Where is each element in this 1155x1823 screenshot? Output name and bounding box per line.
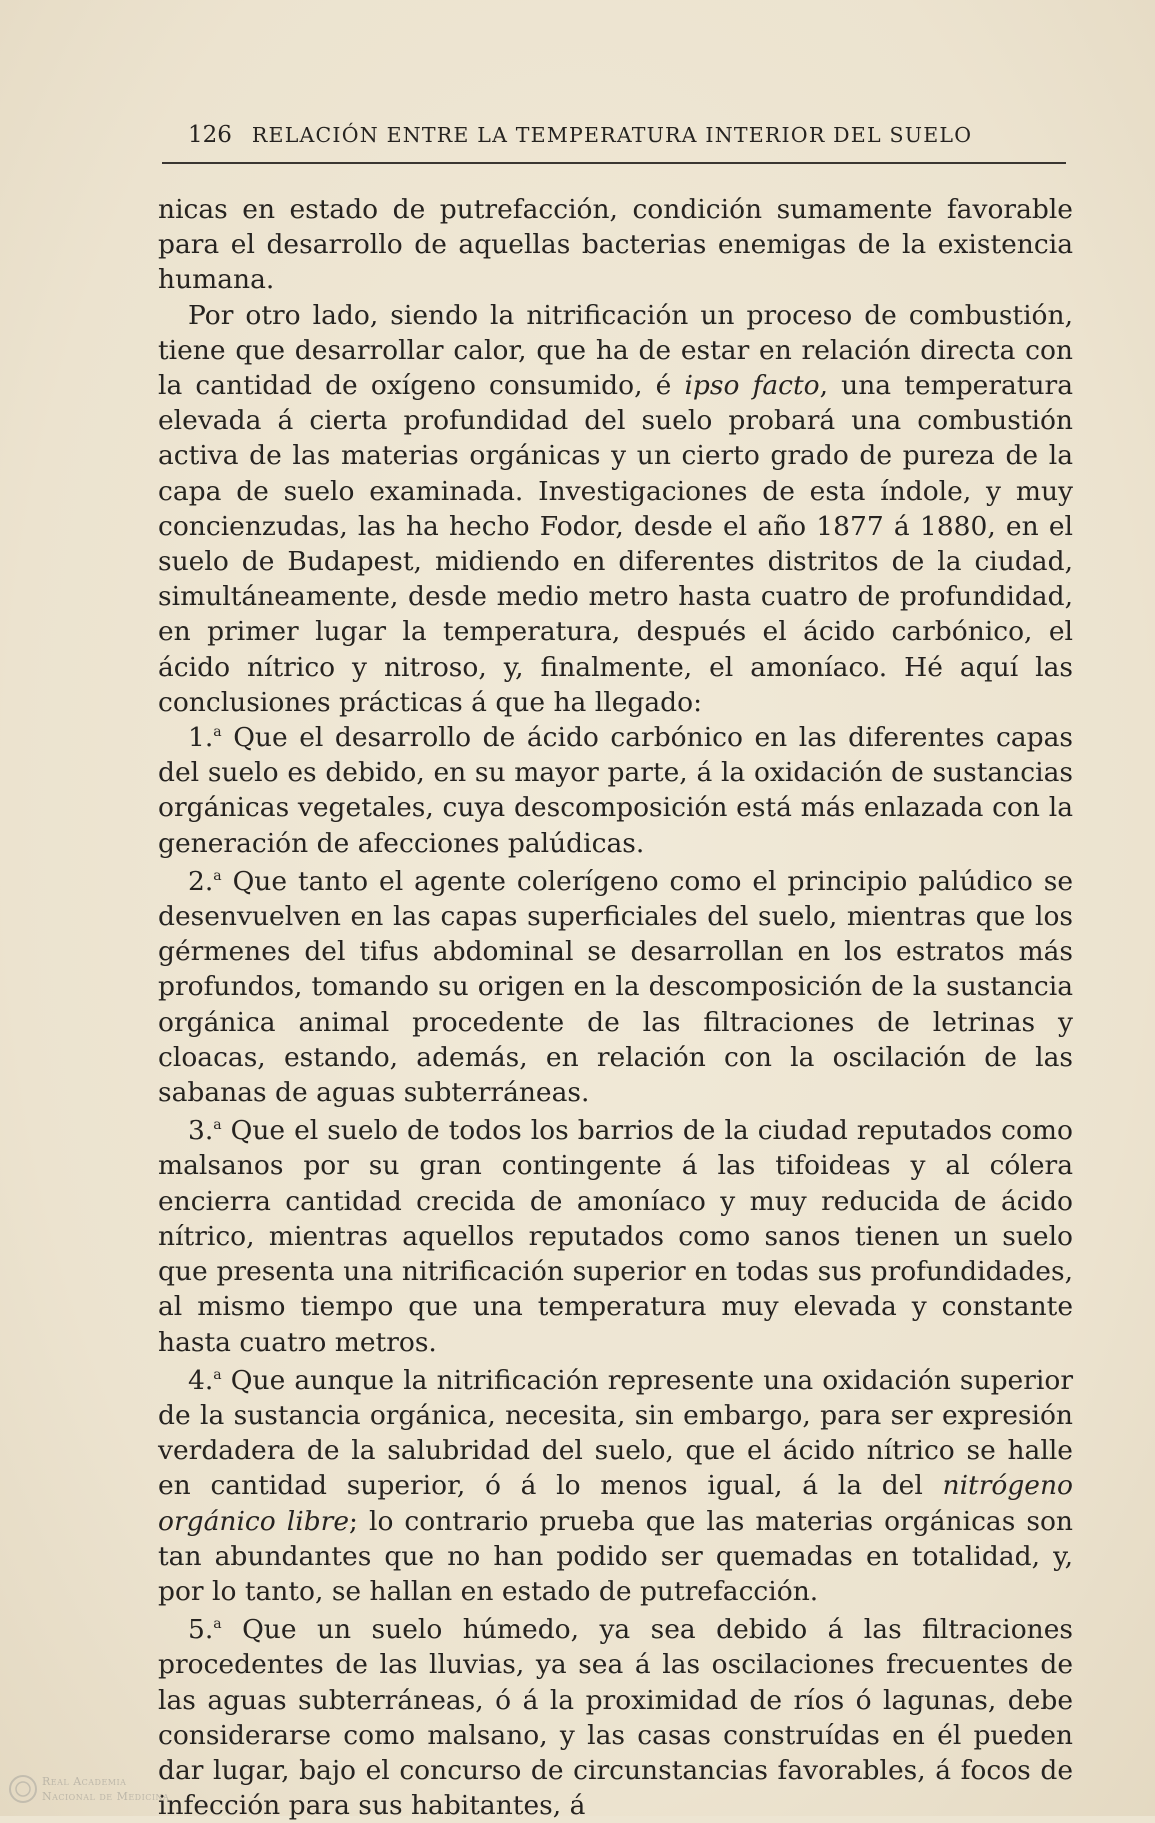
conclusion-text: Que el suelo de todos los barrios de la ciudad reputados como malsanos por su gran contingente á las tifoideas y al cólera encierra cantidad crecida de amoníaco y muy reducida de ácido nítrico, mientras aquellos reputados como sanos tienen un suelo que presenta una nitrificación superior en todas sus profundidades, al mismo tiempo que una temperatura muy elevada y constante hasta cuatro metros. — [158, 1115, 1073, 1358]
watermark-line-2: Nacional de Medicina — [42, 1790, 170, 1803]
italic-phrase: ipso facto — [684, 370, 820, 402]
conclusion-text: Que aunque la nitrificación represente una oxidación superior de la sustancia orgánica, necesita, sin embargo, para ser expresión verdadera de la salubridad del suelo, que el ácido nítrico se halle en cantidad superior, ó á lo menos igual, á la del — [158, 1364, 1073, 1502]
conclusion-2 — [158, 864, 1073, 1110]
seal-icon — [8, 1774, 38, 1804]
conclusion-5 — [158, 1612, 1073, 1823]
paragraph-text: Por otro lado, siendo la nitrificación un proceso de combustión, tiene que desarrollar calor, que ha de estar en relación directa con la cantidad de oxígeno consumido, é — [158, 299, 1073, 402]
conclusion-text: ; lo contrario prueba que las materias orgánicas son tan abundantes que no han podido ser quemadas en totalidad, y, por lo tanto, se hallan en estado de putrefacción. — [158, 1505, 1073, 1607]
conclusion-number: 4.$^a$ — [188, 1364, 222, 1396]
conclusion-number: 2.$^a$ — [188, 865, 222, 897]
body-text — [158, 192, 1073, 1823]
conclusion-1 — [158, 720, 1073, 861]
paragraph-nitrification — [158, 298, 1073, 720]
page-number: 126 — [188, 122, 232, 148]
header-rule — [162, 162, 1066, 164]
watermark-text — [42, 1774, 169, 1804]
library-watermark — [8, 1770, 238, 1810]
running-title: RELACIÓN ENTRE LA TEMPERATURA INTERIOR DEL SUELO — [251, 123, 973, 147]
paragraph-continuation: nicas en estado de putrefacción, condición sumamente favorable para el desarrollo de aquellas bacterias enemigas de la existencia humana. — [158, 194, 1073, 296]
paragraph-text: , una temperatura elevada á cierta profundidad del suelo probará una combustión activa de las materias orgánicas y un cierto grado de pureza de la capa de suelo examinada. Investigaciones de esta índole, y muy concienzudas, las ha hecho Fodor, desde el año 1877 á 1880, en el suelo de Budapest, midiendo en diferentes distritos de la ciudad, simultáneamente, desde medio metro hasta cuatro de profundidad, en primer lugar la temperatura, después el ácido carbónico, el ácido nítrico y nitroso, y, finalmente, el amoníaco. Hé aquí las conclusiones prácticas á que ha llegado: — [158, 370, 1073, 718]
italic-phrase: nitrógeno orgánico libre — [158, 1470, 1073, 1537]
running-header — [188, 122, 1068, 148]
conclusion-4 — [158, 1363, 1073, 1609]
conclusion-3 — [158, 1113, 1073, 1359]
conclusion-number: 1.$^a$ — [188, 722, 222, 754]
watermark-line-1: Real Academia — [42, 1775, 127, 1788]
conclusion-text: Que tanto el agente colerígeno como el principio palúdico se desenvuelven en las capas superficiales del suelo, mientras que los gérmenes del tifus abdominal se desarrollan en los estratos más profundos, tomando su origen en la descomposición de la sustancia orgánica animal procedente de las filtraciones de letrinas y cloacas, estando, además, en relación con la oscilación de las sabanas de aguas subterráneas. — [158, 865, 1073, 1109]
conclusion-text: Que el desarrollo de ácido carbónico en las diferentes capas del suelo es debido, en su mayor parte, á la oxidación de sustancias orgánicas vegetales, cuya descomposición está más enlazada con la generación de afecciones palúdicas. — [158, 722, 1073, 859]
conclusion-number: 5.$^a$ — [188, 1614, 222, 1646]
conclusion-number: 3.$^a$ — [188, 1115, 222, 1147]
conclusion-text: Que un suelo húmedo, ya sea debido á las filtraciones procedentes de las lluvias, ya sea á las oscilaciones frecuentes de las aguas subterráneas, ó á la proximidad de ríos ó lagunas, debe considerarse como malsano, y las casas construídas en él pueden dar lugar, bajo el concurso de circunstancias favorables, á focos de infección para sus habitantes, á — [158, 1614, 1073, 1822]
